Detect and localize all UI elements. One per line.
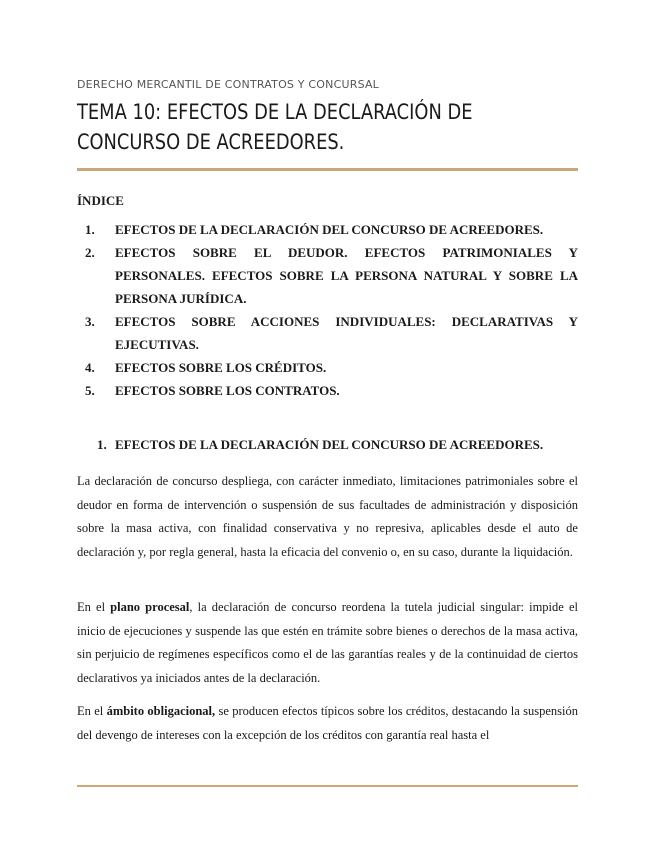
paragraph-2-lead: En el xyxy=(77,600,111,614)
title-divider xyxy=(77,168,578,171)
toc-item-number: 4. xyxy=(85,360,95,375)
paragraph-3-bold-term: ámbito obligacional, xyxy=(106,704,216,718)
toc-item xyxy=(77,310,578,356)
toc-item-number: 3. xyxy=(85,314,95,329)
toc-item-number: 5. xyxy=(85,383,95,398)
toc-item-text: EFECTOS SOBRE ACCIONES INDIVIDUALES: DECLARATIVAS Y EJECUTIVAS. xyxy=(115,314,578,352)
table-of-contents xyxy=(77,218,578,402)
section-title: EFECTOS DE LA DECLARACIÓN DEL CONCURSO DE ACREEDORES. xyxy=(115,437,544,452)
toc-item-text: EFECTOS SOBRE EL DEUDOR. EFECTOS PATRIMONIALES Y PERSONALES. EFECTOS SOBRE LA PERSONA NATURAL Y SOBRE LA PERSONA JURÍDICA. xyxy=(115,245,578,306)
toc-item xyxy=(77,379,578,402)
toc-item-text: EFECTOS SOBRE LOS CRÉDITOS. xyxy=(115,360,327,375)
toc-item xyxy=(77,241,578,310)
toc-item-number: 1. xyxy=(85,222,95,237)
toc-item-text: EFECTOS DE LA DECLARACIÓN DEL CONCURSO DE ACREEDORES. xyxy=(115,222,544,237)
toc-item-number: 2. xyxy=(85,245,95,260)
paragraph-2-rest: , la declaración de concurso reordena la tutela judicial singular: impide el inicio de ejecuciones y suspende las que estén en trámite sobre bienes o derechos de la masa activa, sin perjuicio de regímenes específicos como el de las garantías reales y de la continuidad de ciertos declarativos ya iniciados antes de la declaración. xyxy=(77,600,578,686)
index-heading: ÍNDICE xyxy=(77,193,124,208)
paragraph-1: La declaración de concurso despliega, con carácter inmediato, limitaciones patrimoniales sobre el deudor en forma de intervención o suspensión de sus facultades de administración y disposición sobre la masa activa, con finalidad conservativa y no represiva, aplicables desde el auto de declaración y, por regla general, hasta la eficacia del convenio o, en su caso, durante la liquidación. xyxy=(77,474,578,560)
paragraph-2 xyxy=(77,596,578,691)
section-number: 1. xyxy=(97,437,107,452)
footer-divider xyxy=(77,785,578,787)
paragraph-2-bold-term: plano procesal xyxy=(110,600,190,614)
page-title: TEMA 10: EFECTOS DE LA DECLARACIÓN DE CONCURSO DE ACREEDORES. xyxy=(77,100,473,154)
course-subject: DERECHO MERCANTIL DE CONTRATOS Y CONCURSAL xyxy=(77,78,380,91)
paragraph-3 xyxy=(77,700,578,747)
toc-item xyxy=(77,218,578,241)
paragraph-3-lead: En el xyxy=(77,704,107,718)
paragraph-3-rest: se producen efectos típicos sobre los créditos, destacando la suspensión del devengo de intereses con la excepción de los créditos con garantía real hasta el xyxy=(77,704,578,742)
toc-item xyxy=(77,356,578,379)
toc-item-text: EFECTOS SOBRE LOS CONTRATOS. xyxy=(115,383,340,398)
